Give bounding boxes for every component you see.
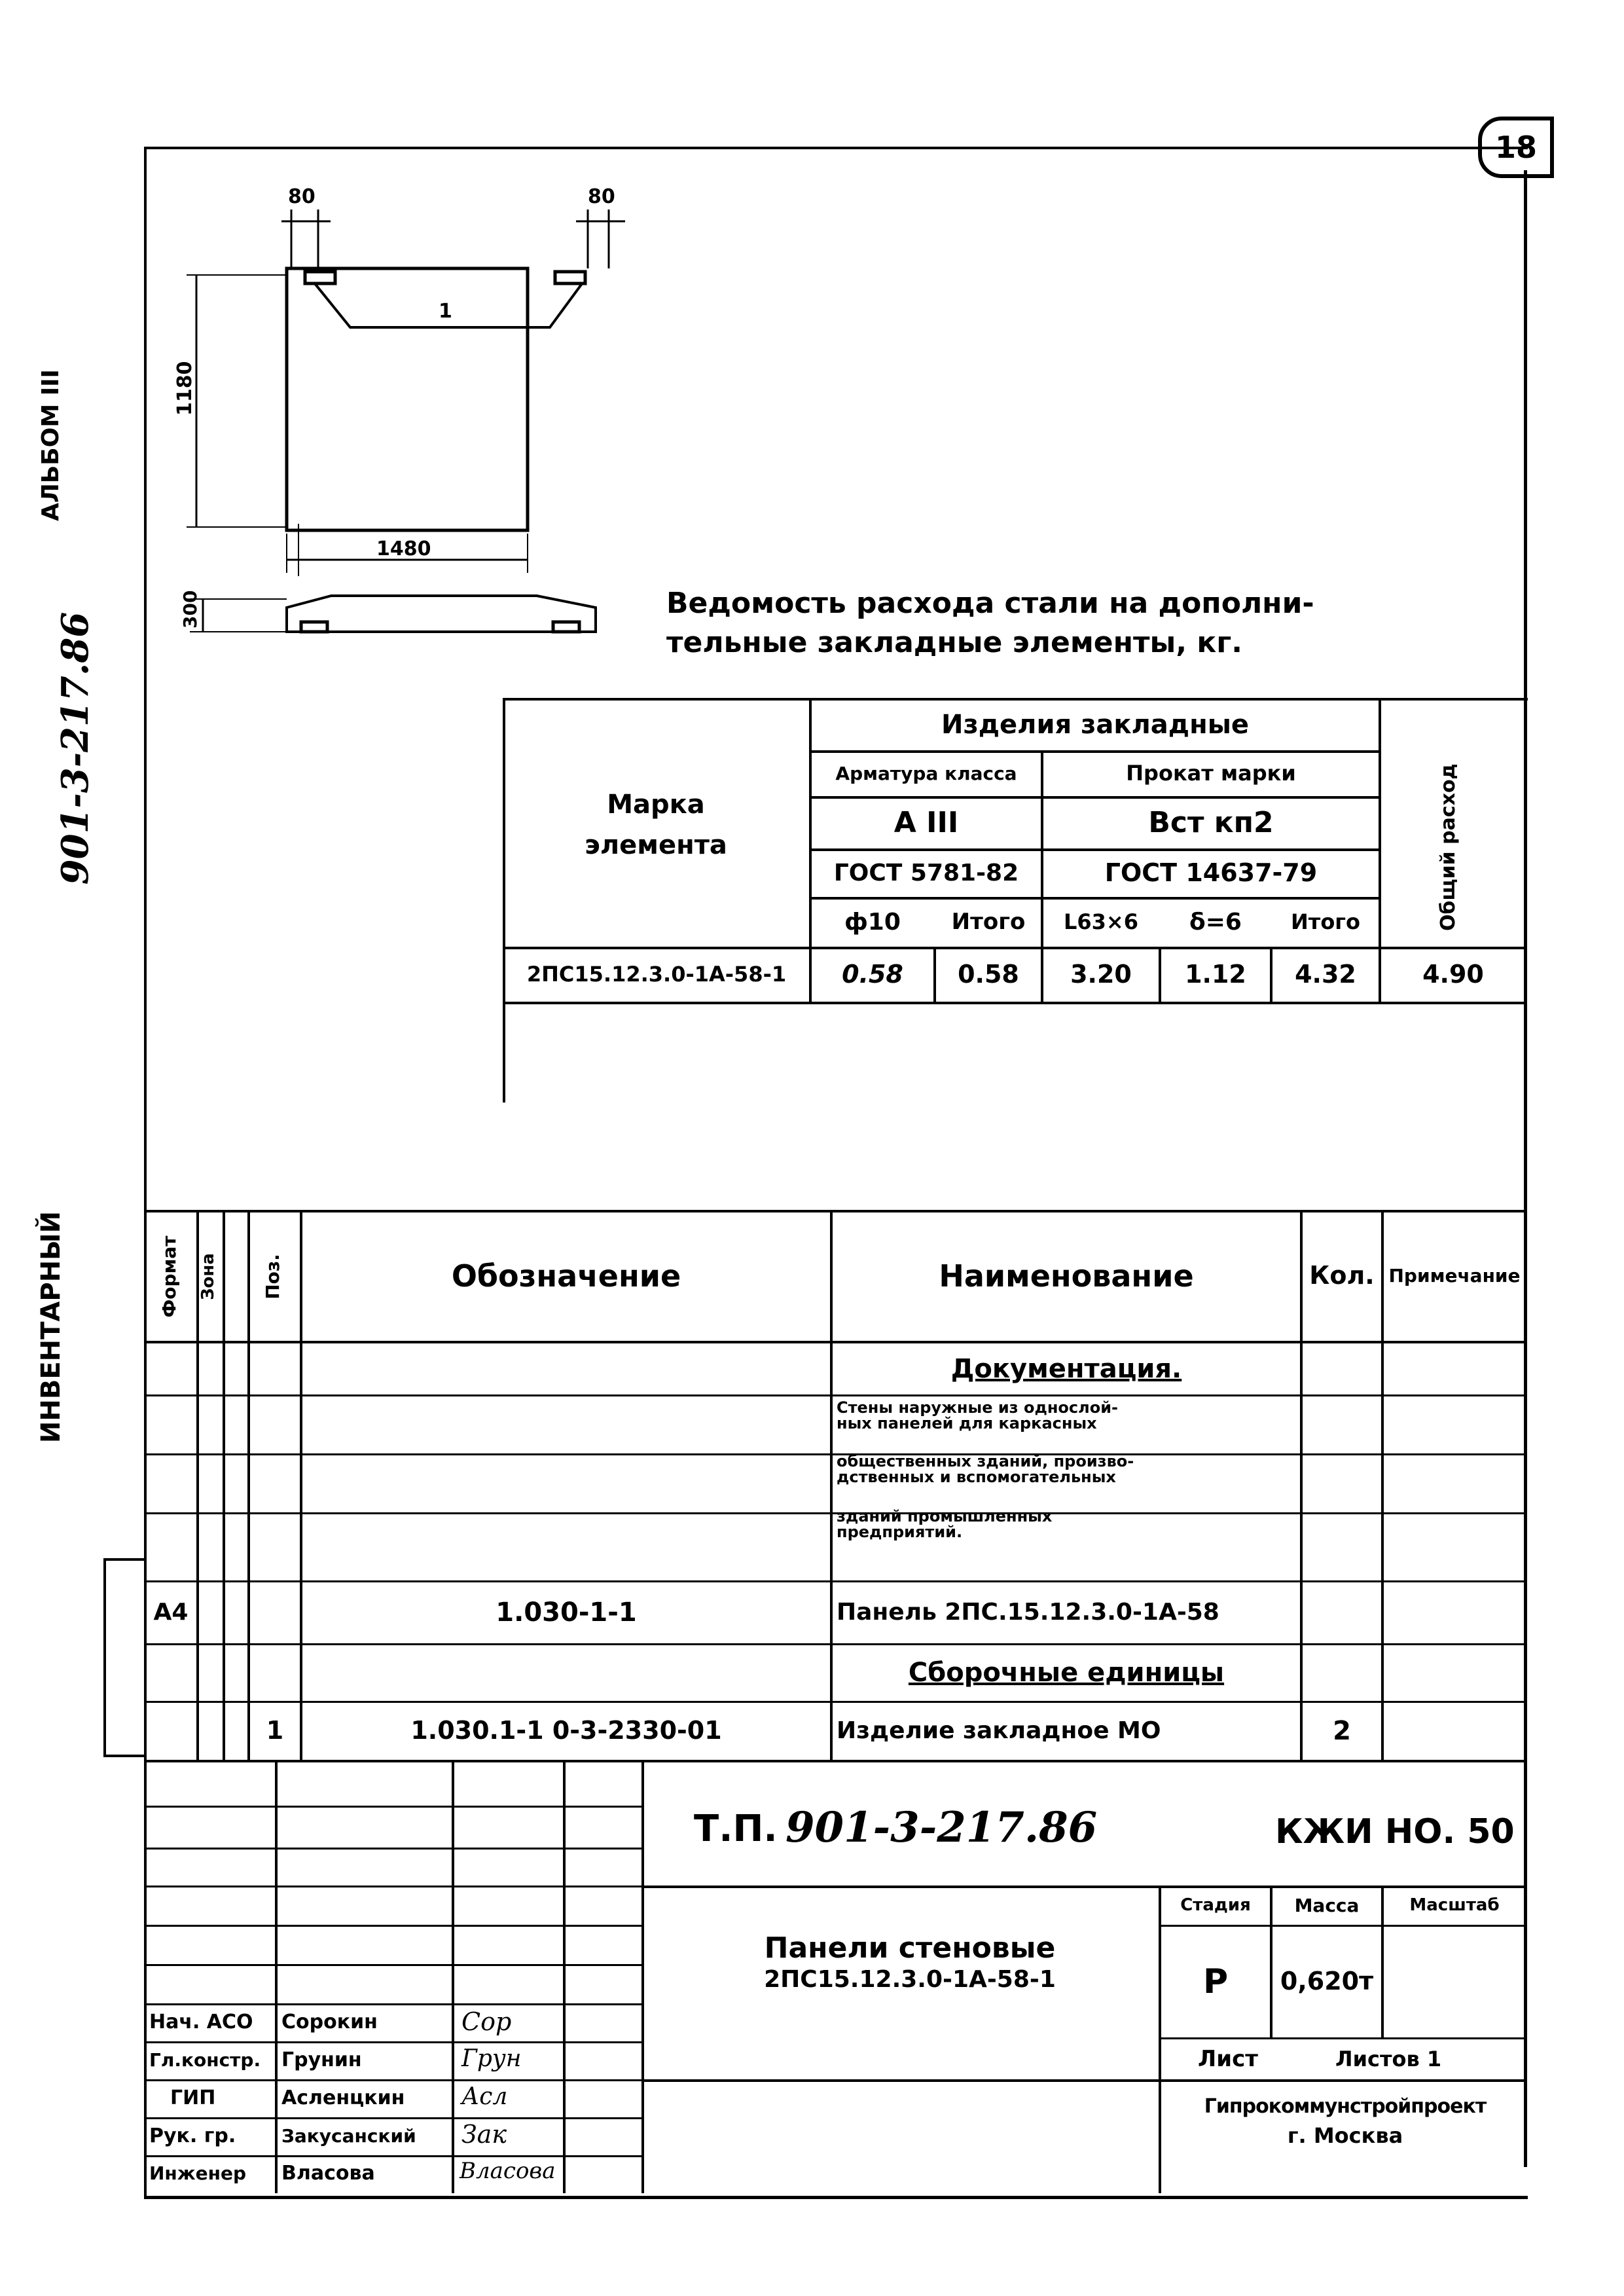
col-stage: Стадия: [1180, 1895, 1251, 1916]
leaf-header-0: ф10: [844, 909, 901, 936]
staff-role-2: ГИП: [170, 2086, 216, 2110]
staff-sign-4: Власова: [460, 2158, 556, 2184]
item-row-pos: 1: [266, 1716, 284, 1745]
dim-side: 300: [179, 590, 201, 629]
row-value-3: 1.12: [1185, 960, 1246, 989]
sub-armature: Арматура класса: [835, 763, 1017, 785]
leaf-header-2: L63×6: [1064, 909, 1138, 935]
steel-grade: Вст кп2: [1148, 805, 1274, 839]
margin-inventory: ИНВЕНТАРНЫЙ: [36, 1211, 66, 1444]
panel-row-designation: 1.030-1-1: [496, 1597, 637, 1628]
col-total: Общий расход: [1437, 763, 1460, 931]
sheet-code: КЖИ НО. 50: [1275, 1812, 1515, 1851]
staff-role-0: Нач. АСО: [149, 2011, 253, 2034]
staff-role-4: Инженер: [149, 2162, 247, 2185]
gost-rolled: ГОСТ 14637-79: [1104, 858, 1318, 888]
steel-table-title-line1: Ведомость расхода стали на дополни-: [666, 587, 1314, 620]
drawing-name-line1: Панели стеновые: [764, 1931, 1056, 1965]
col-mark-header: [504, 773, 808, 877]
section-assembly: Сборочные единицы: [908, 1658, 1225, 1688]
dim-top-left: 80: [288, 185, 316, 208]
org-line1: Гипрокоммунстройпроект: [1204, 2095, 1487, 2118]
armature-class: А III: [893, 805, 959, 839]
spec-header-designation: Обозначение: [451, 1258, 681, 1294]
doc-text-line-4: зданий промышленных: [837, 1507, 1053, 1525]
margin-stamp-line-bottom: [103, 1755, 145, 1757]
margin-album: АЛЬБОМ III: [37, 369, 64, 521]
doc-text-line-2: общественных зданий, произво-: [837, 1452, 1134, 1470]
row-value-1: 0.58: [958, 960, 1019, 989]
spec-header-pos: Поз.: [262, 1254, 283, 1300]
staff-role-3: Рук. гр.: [149, 2124, 236, 2148]
col-mass: Масса: [1294, 1895, 1360, 1917]
row-value-0: 0.58: [842, 960, 903, 989]
staff-name-4: Власова: [281, 2162, 375, 2185]
item-row-name: Изделие закладное МО: [837, 1717, 1161, 1745]
col-mark-line1: Марка: [607, 790, 705, 820]
panel-row-format: А4: [153, 1599, 189, 1626]
panel-outline: [287, 268, 528, 530]
sheet-label: Лист: [1198, 2046, 1258, 2073]
dim-top-right: 80: [588, 185, 615, 208]
staff-name-1: Грунин: [281, 2049, 362, 2072]
organization: [1165, 2095, 1525, 2148]
panel-row-name: Панель 2ПС.15.12.3.0-1А-58: [837, 1599, 1219, 1626]
doc-text-line-3: дственных и вспомогательных: [837, 1468, 1116, 1486]
tp-number: 901-3-217.86: [785, 1803, 1098, 1852]
spec-header-format: Формат: [158, 1235, 180, 1318]
tp-label: Т.П.: [694, 1808, 778, 1850]
leaf-header-4: Итого: [1290, 909, 1360, 935]
dim-width: 1480: [376, 538, 431, 560]
sheets-label: Листов 1: [1335, 2047, 1442, 2072]
staff-sign-3: Зак: [461, 2120, 507, 2149]
steel-table-title-line2: тельные закладные элементы, кг.: [666, 626, 1242, 659]
panel-sketch: [151, 170, 661, 674]
staff-sign-2: Асл: [461, 2083, 508, 2110]
doc-text-line-0: Стены наружные из однослой-: [837, 1398, 1118, 1417]
row-value-total: 4.90: [1422, 960, 1484, 989]
margin-series: 901-3-217.86: [54, 611, 97, 885]
dim-height: 1180: [173, 361, 196, 416]
mass-value: 0,620т: [1280, 1967, 1374, 1996]
spec-header-qty: Кол.: [1309, 1261, 1375, 1290]
drawing-name: [707, 1931, 1113, 1993]
group-header: Изделия закладные: [941, 710, 1249, 740]
spec-header-zone: Зона: [198, 1253, 218, 1300]
col-mark-line2: элемента: [585, 830, 727, 860]
spec-header-name: Наименование: [939, 1258, 1194, 1294]
org-line2: г. Москва: [1287, 2123, 1403, 2148]
doc-text-line-5: предприятий.: [837, 1523, 963, 1541]
staff-name-0: Сорокин: [281, 2011, 378, 2034]
leaf-header-3: δ=6: [1189, 909, 1242, 936]
sub-rolled: Прокат марки: [1126, 761, 1296, 786]
row-value-4: 4.32: [1295, 960, 1356, 989]
row-value-2: 3.20: [1070, 960, 1132, 989]
staff-role-1: Гл.констр.: [149, 2049, 261, 2071]
staff-name-3: Закусанский: [281, 2125, 416, 2147]
item-row-designation: 1.030.1-1 0-3-2330-01: [410, 1716, 722, 1745]
doc-text: [837, 1400, 1308, 1540]
staff-sign-0: Сор: [461, 2007, 512, 2036]
col-scale: Масштаб: [1409, 1895, 1500, 1916]
margin-stamp-line: [103, 1558, 106, 1755]
section-docs: Документация.: [950, 1354, 1182, 1384]
drawing-name-line2: 2ПС15.12.3.0-1А-58-1: [764, 1966, 1056, 1993]
stage-value: Р: [1202, 1961, 1229, 2001]
item-row-qty: 2: [1333, 1716, 1351, 1746]
spec-header-note: Примечание: [1388, 1265, 1521, 1287]
position-mark: 1: [439, 300, 452, 323]
margin-stamp-line-top: [103, 1558, 145, 1561]
doc-text-line-1: ных панелей для каркасных: [837, 1414, 1097, 1432]
staff-sign-1: Грун: [461, 2045, 522, 2072]
gost-armature: ГОСТ 5781-82: [833, 860, 1019, 887]
staff-name-2: Асленцкин: [281, 2086, 405, 2110]
row-mark: 2ПС15.12.3.0-1А-58-1: [526, 962, 787, 987]
sheet-number: 18: [1494, 130, 1537, 165]
leaf-header-1: Итого: [951, 909, 1026, 936]
